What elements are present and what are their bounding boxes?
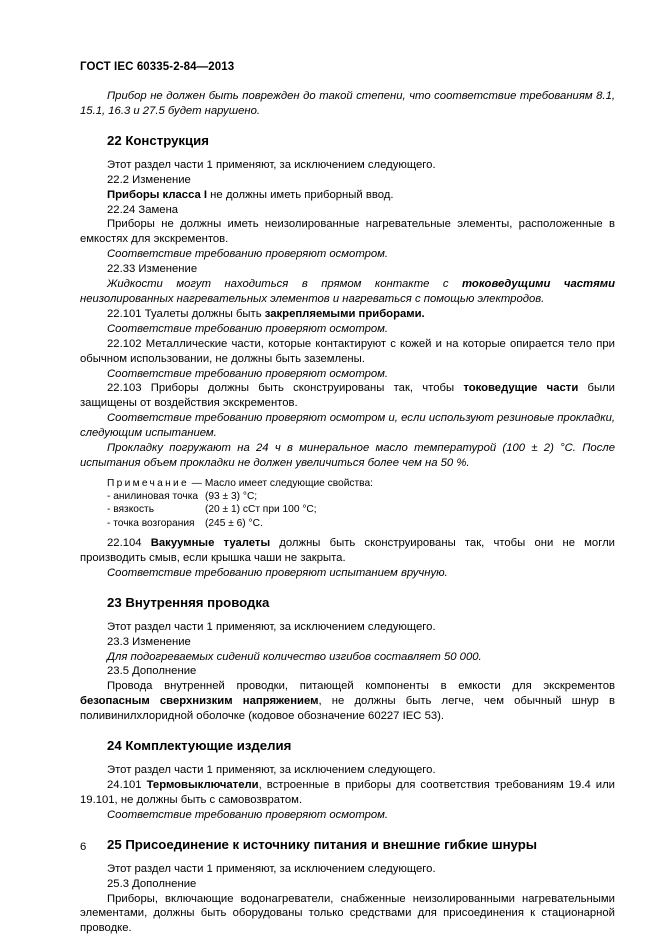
note-heading: Примечание — Масло имеет следующие свойства: xyxy=(107,477,373,489)
s25-p3: Приборы, включающие водонагреватели, снабженные неизолированными нагревательными элементами, должны быть оборудованы только средствами для присоединения к стационарной проводке. xyxy=(80,892,615,935)
s25-p1: Этот раздел части 1 применяют, за исключением следующего. xyxy=(107,862,436,875)
section-25-title: 25 Присоединение к источнику питания и внешние гибкие шнуры xyxy=(107,836,538,852)
s22-p6: Соответствие требованию проверяют осмотром. xyxy=(107,248,389,261)
s23-p4: 23.5 Дополнение xyxy=(107,665,197,678)
s24-p3: Соответствие требованию проверяют осмотром. xyxy=(107,808,389,821)
s22-p2: 22.2 Изменение xyxy=(107,173,191,186)
section-23-title: 23 Внутренняя проводка xyxy=(107,594,270,610)
s22-p12: Соответствие требованию проверяют осмотром. xyxy=(107,367,389,380)
s24-p1: Этот раздел части 1 применяют, за исключением следующего. xyxy=(107,764,436,777)
s23-p5: Провода внутренней проводки, питающей компоненты в емкости для экскрементов безопасным сверхнизким напряжением, не должны быть легче, чем обычный шнур в поливинилхлоридной оболочке (кодовое обозначение 60227 IEC 53). xyxy=(80,680,615,723)
s22-p11: 22.102 Металлические части, которые контактируют с кожей и на которые опирается тело при обычном использовании, не должны быть заземлены. xyxy=(80,337,615,365)
s23-p2: 23.3 Изменение xyxy=(107,635,191,648)
note-prop-1: - вязкость (20 ± 1) сСт при 100 °C; xyxy=(107,504,317,516)
section-24-title: 24 Комплектующие изделия xyxy=(107,738,292,754)
document-body xyxy=(80,89,615,936)
document-header: ГОСТ IEC 60335-2-84—2013 xyxy=(80,61,235,73)
s22-p5: Приборы не должны иметь неизолированные нагревательные элементы, расположенные в емкостях для экскрементов. xyxy=(80,218,615,246)
s22-p4: 22.24 Замена xyxy=(107,203,179,216)
note-prop-2: - точка возгорания (245 ± 6) °C. xyxy=(107,517,263,529)
s22-p1: Этот раздел части 1 применяют, за исключением следующего. xyxy=(107,158,436,171)
s22-p15: Прокладку погружают на 24 ч в минеральное масло температурой (100 ± 2) °C. После испытания объем прокладки не должен увеличиться более чем на 50 %. xyxy=(80,442,615,469)
s23-p1: Этот раздел части 1 применяют, за исключением следующего. xyxy=(107,620,436,633)
s22-p10: Соответствие требованию проверяют осмотром. xyxy=(107,322,389,335)
s22-p17: Соответствие требованию проверяют испытанием вручную. xyxy=(107,566,448,579)
s22-p3: Приборы класса I не должны иметь приборный ввод. xyxy=(107,188,394,201)
page-number: 6 xyxy=(80,841,87,853)
s22-p9: 22.101 Туалеты должны быть закрепляемыми приборами. xyxy=(107,307,425,320)
section-22-title: 22 Конструкция xyxy=(107,132,209,148)
intro-paragraph: Прибор не должен быть поврежден до такой степени, что соответствие требованиям 8.1, 15.1, 16.3 и 27.5 будет нарушено. xyxy=(80,90,615,117)
s22-p14: Соответствие требованию проверяют осмотром и, если используют резиновые прокладки, следующим испытанием. xyxy=(80,412,615,440)
s22-p8: Жидкости могут находиться в прямом контакте с токоведущими частями неизолированных нагревательных элементов и нагреваться с помощью электродов. xyxy=(80,278,615,305)
s25-p2: 25.3 Дополнение xyxy=(107,877,197,890)
s22-p7: 22.33 Изменение xyxy=(107,263,198,276)
s23-p3: Для подогреваемых сидений количество изгибов составляет 50 000. xyxy=(107,650,482,663)
s24-p2: 24.101 Термовыключатели, встроенные в приборы для соответствия требованиям 19.4 или 19.101, не должны быть с самовозвратом. xyxy=(80,779,615,806)
note-prop-0: - анилиновая точка (93 ± 3) °C; xyxy=(107,491,258,503)
s22-p13: 22.103 Приборы должны быть сконструированы так, чтобы токоведущие части были защищены от воздействия экскрементов. xyxy=(80,382,615,410)
s22-p16: 22.104 Вакуумные туалеты должны быть сконструированы так, чтобы они не могли производить смыв, если крышка чаши не закрыта. xyxy=(80,537,615,564)
